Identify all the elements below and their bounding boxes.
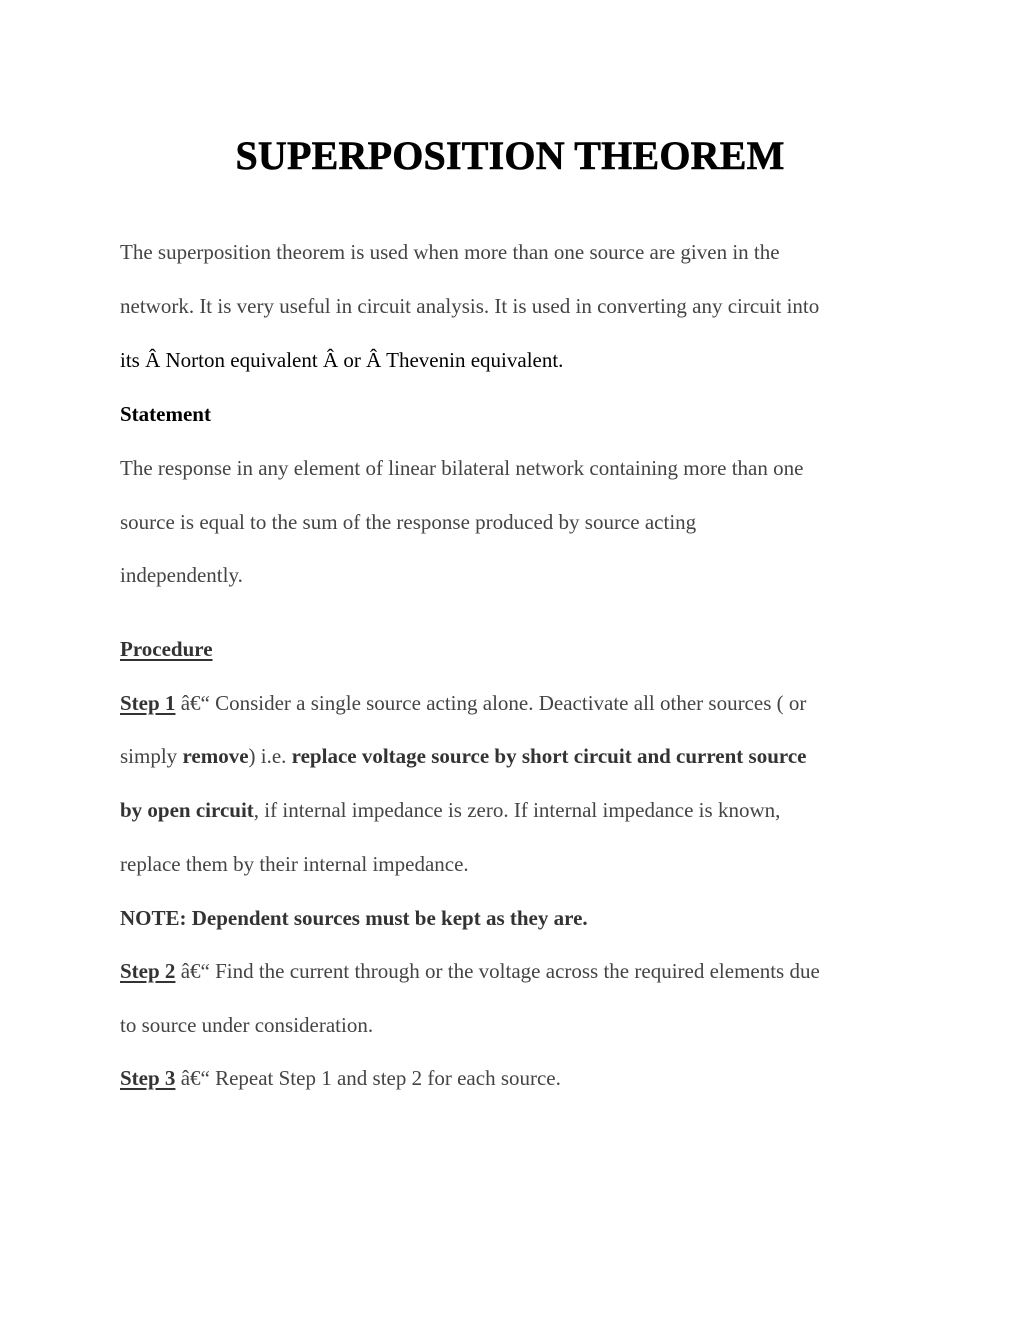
step3-line-1 (120, 1066, 561, 1091)
step1-label: Step 1 (120, 691, 176, 715)
intro-line-1: The superposition theorem is used when more than one source are given in the (120, 240, 780, 264)
step2-line-1 (120, 959, 820, 984)
page-title: SUPERPOSITION THEOREM (235, 133, 785, 178)
step1-text-impedance: , if internal impedance is zero. If internal impedance is known, (253, 798, 781, 822)
intro-line-2: network. It is very useful in circuit analysis. It is used in converting any circuit into (120, 294, 820, 318)
step2-text: â€“ Find the current through or the voltage across the required elements due (175, 959, 820, 983)
statement-heading: Statement (120, 402, 211, 426)
step1-line-2 (120, 744, 807, 769)
step1-text-c: ) i.e. (248, 744, 292, 768)
note-text: NOTE: Dependent sources must be kept as they are. (120, 906, 588, 930)
step1-line-4: replace them by their internal impedance. (120, 852, 469, 876)
procedure-heading: Procedure (120, 637, 213, 661)
step1-line-1 (120, 691, 806, 716)
step1-open-circuit-bold: by open circuit (120, 798, 254, 822)
step1-replace-bold: replace voltage source by short circuit and current source (291, 744, 807, 768)
step3-text: â€“ Repeat Step 1 and step 2 for each source. (175, 1066, 561, 1090)
statement-line-2: source is equal to the sum of the response produced by source acting (120, 510, 697, 534)
step1-text: â€“ Consider a single source acting alone. Deactivate all other sources ( or (175, 691, 807, 715)
intro-line-3: its Â Norton equivalent Â or Â Thevenin equivalent. (120, 348, 564, 372)
step3-label: Step 3 (120, 1066, 176, 1090)
step2-label: Step 2 (120, 959, 176, 983)
statement-line-1: The response in any element of linear bilateral network containing more than one (120, 456, 804, 480)
step1-line-3 (120, 798, 780, 823)
step2-line-2: to source under consideration. (120, 1013, 374, 1037)
statement-line-3: independently. (120, 563, 243, 587)
step1-text-a: simply (120, 744, 183, 768)
step1-remove-bold: remove (182, 744, 249, 768)
